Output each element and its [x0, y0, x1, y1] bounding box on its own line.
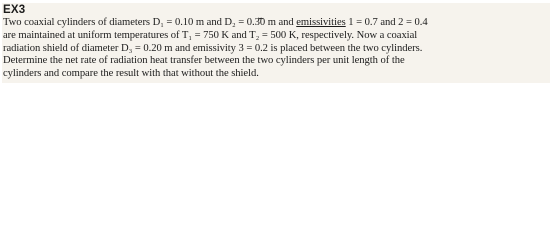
problem-line-3: radiation shield of diameter D₃ = 0.20 m and emissivity 3 = 0.2 is placed between the two cylinders. [3, 42, 423, 54]
problem-heading: EX3 [3, 4, 26, 16]
problem-line-4: Determine the net rate of radiation heat transfer between the two cylinders per unit length of the [3, 55, 405, 67]
problem-line-1-tail: 1 = 0.7 and 2 = 0.4 [345, 17, 428, 28]
problem-line-1-text: Two coaxial cylinders of diameters D₁ = 0.10 m and D₂ = 0.3̄̃̌0 m and [3, 17, 297, 28]
problem-line-2: are maintained at uniform temperatures of T₁ = 750 K and T₂ = 500 K, respectively. Now a coaxial [3, 29, 418, 41]
problem-line-5: cylinders and compare the result with that without the shield. [3, 68, 259, 80]
problem-line-1 [2, 17, 550, 30]
problem-text-block [2, 3, 550, 83]
problem-line-1-underlined: emissivities [296, 17, 346, 28]
